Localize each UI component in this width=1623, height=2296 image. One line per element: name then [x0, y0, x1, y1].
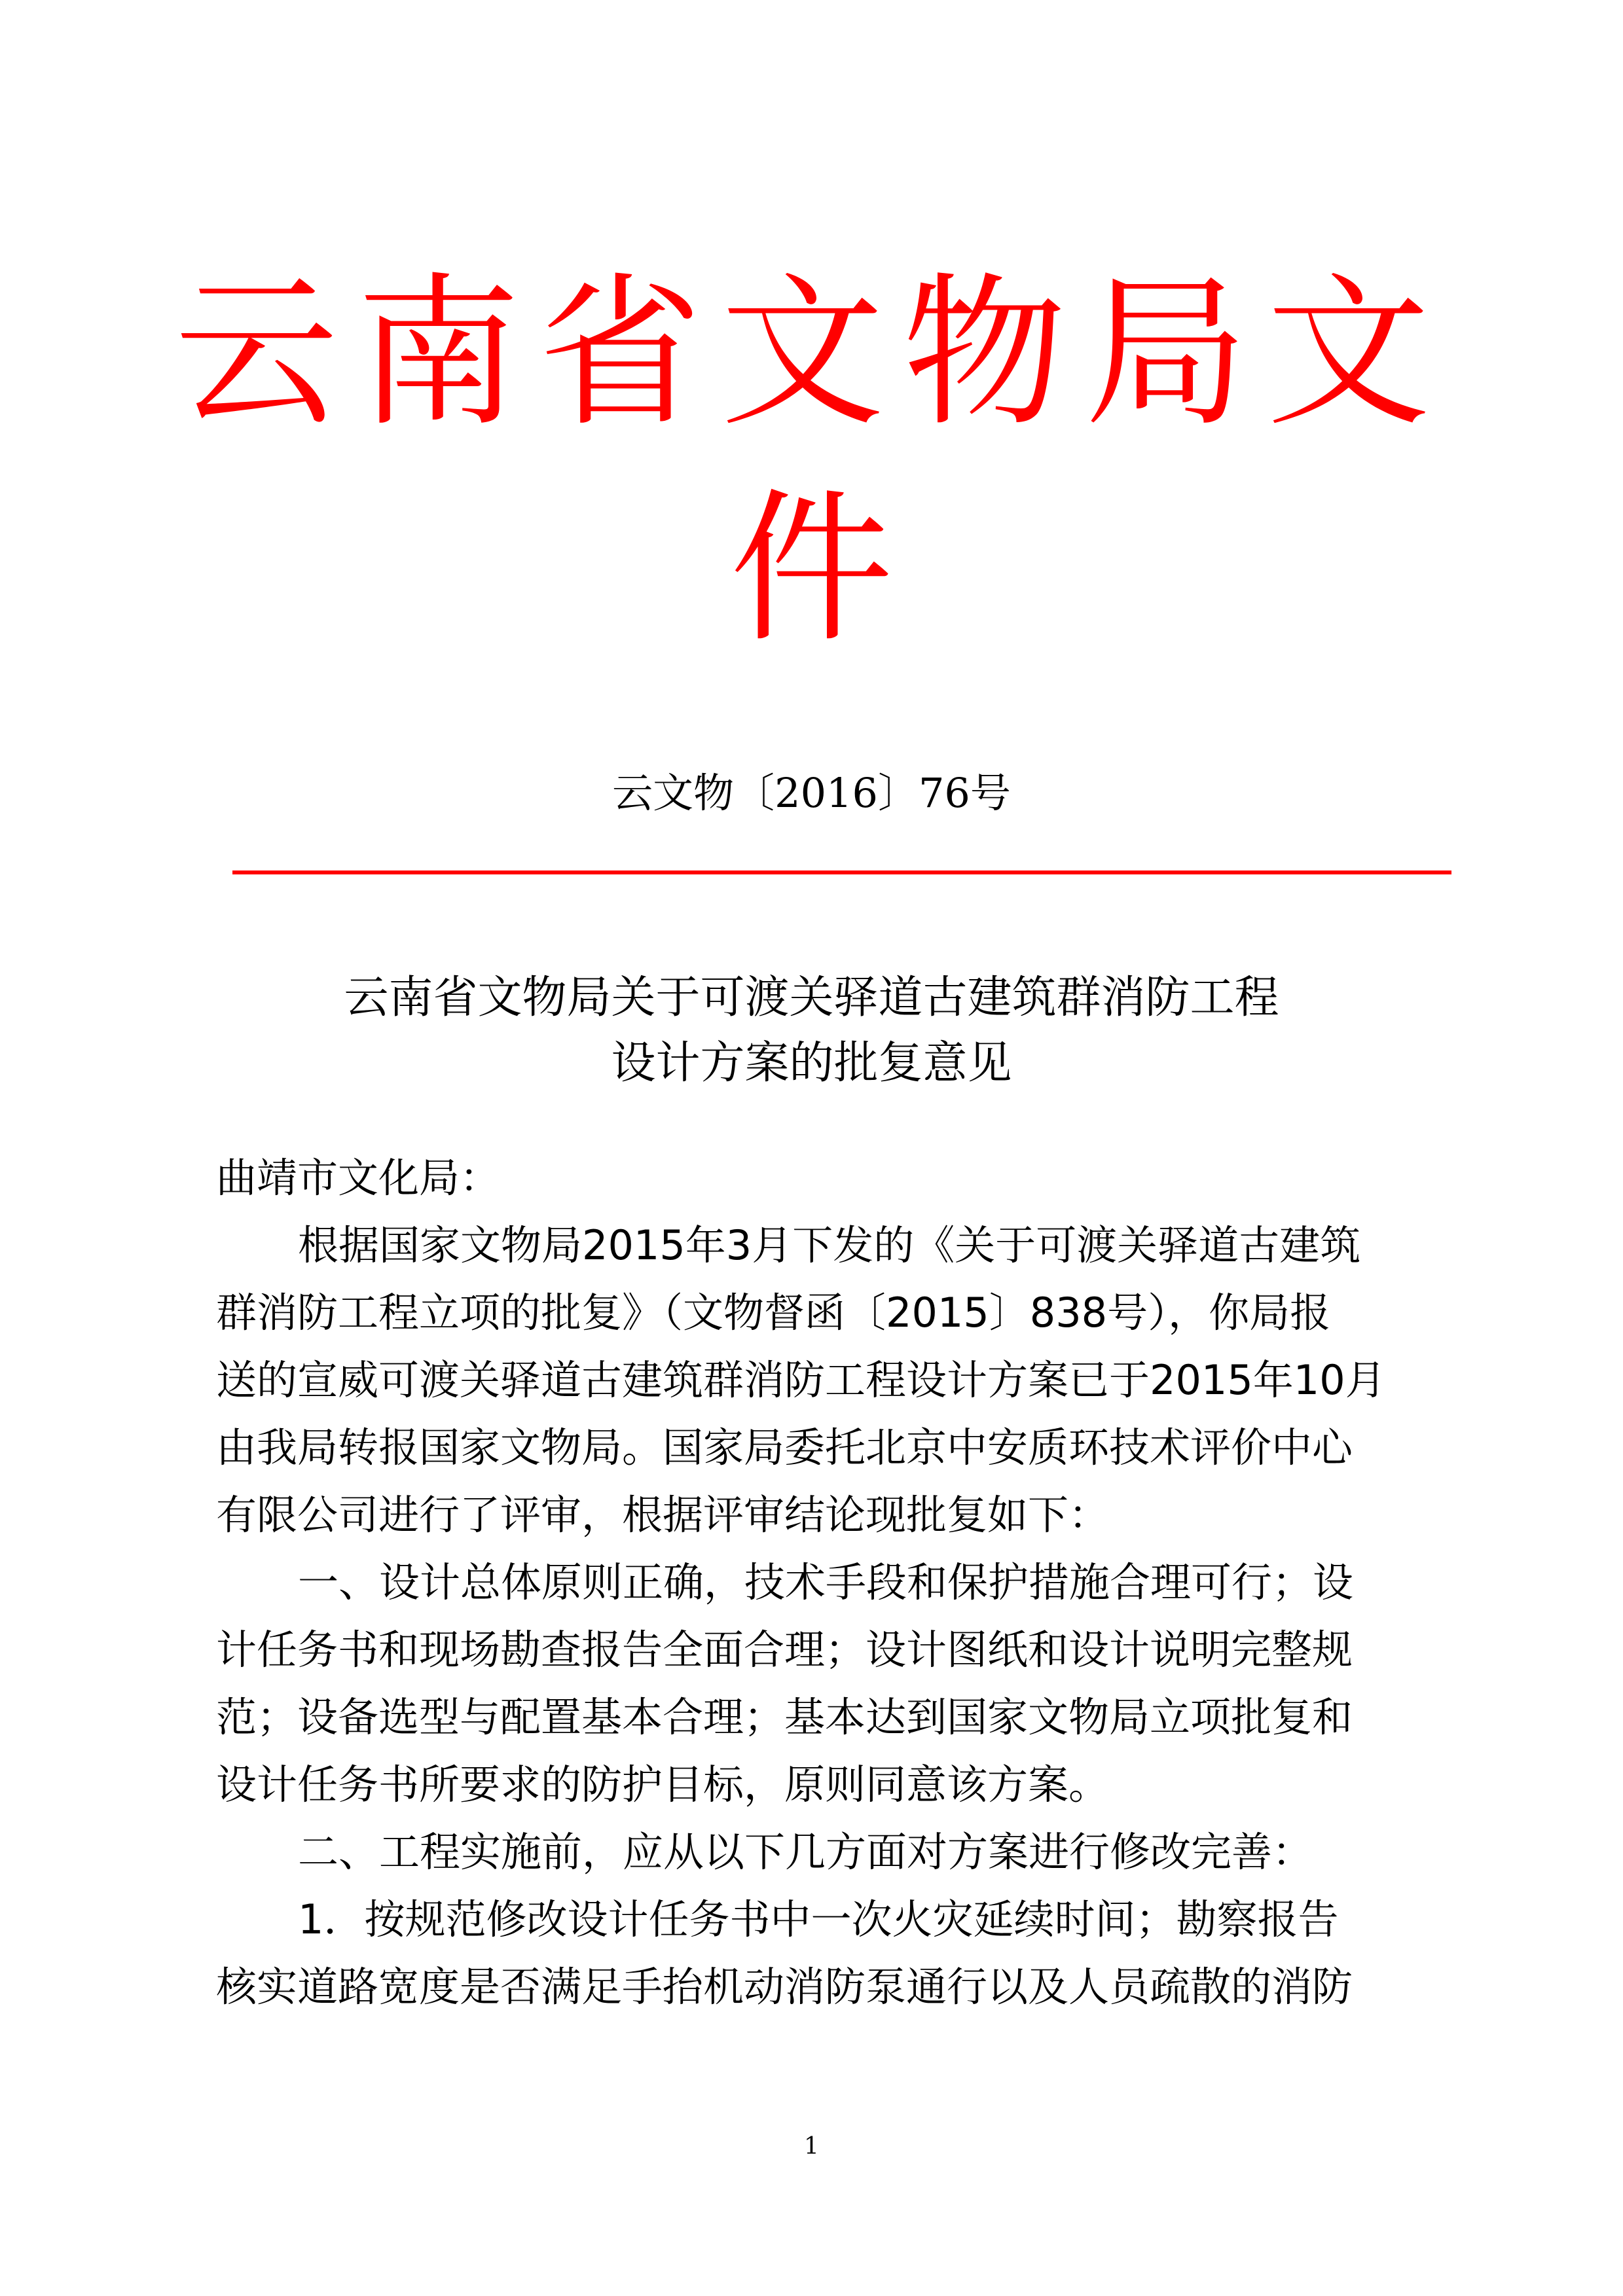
body-line: 核实道路宽度是否满足手抬机动消防泵通行以及人员疏散的消防	[216, 1963, 1353, 2011]
body-line: 由我局转报国家文物局。国家局委托北京中安质环技术评价中心	[216, 1424, 1353, 1471]
page-number: 1	[804, 2133, 819, 2160]
body-line: 设计任务书所要求的防护目标，原则同意该方案。	[216, 1761, 1110, 1808]
document-title-line-2: 设计方案的批复意见	[611, 1037, 1012, 1089]
red-divider-line	[232, 870, 1451, 874]
body-line: 一、设计总体原则正确，技术手段和保护措施合理可行；设	[298, 1558, 1354, 1606]
body-line: 计任务书和现场勘查报告全面合理；设计图纸和设计说明完整规	[216, 1626, 1353, 1674]
addressee: 曲靖市文化局：	[216, 1154, 501, 1202]
body-line: 根据国家文物局2015年3月下发的《关于可渡关驿道古建筑	[298, 1221, 1361, 1269]
body-line: 送的宣威可渡关驿道古建筑群消防工程设计方案已于2015年10月	[216, 1356, 1386, 1404]
document-header-title: 云南省文物局文	[174, 258, 1449, 448]
body-line: 范；设备选型与配置基本合理；基本达到国家文物局立项批复和	[216, 1693, 1353, 1741]
body-line: 二、工程实施前，应从以下几方面对方案进行修改完善：	[298, 1828, 1313, 1876]
body-line: 1．按规范修改设计任务书中一次火灾延续时间；勘察报告	[298, 1895, 1339, 1943]
document-header-title-continued: 件	[729, 474, 894, 664]
document-number: 云文物〔2016〕76号	[612, 769, 1011, 817]
body-line: 群消防工程立项的批复》（文物督函〔2015〕838号），你局报	[216, 1289, 1331, 1336]
document-title-line-1: 云南省文物局关于可渡关驿道古建筑群消防工程	[344, 972, 1279, 1024]
body-line: 有限公司进行了评审，根据评审结论现批复如下：	[216, 1491, 1110, 1539]
